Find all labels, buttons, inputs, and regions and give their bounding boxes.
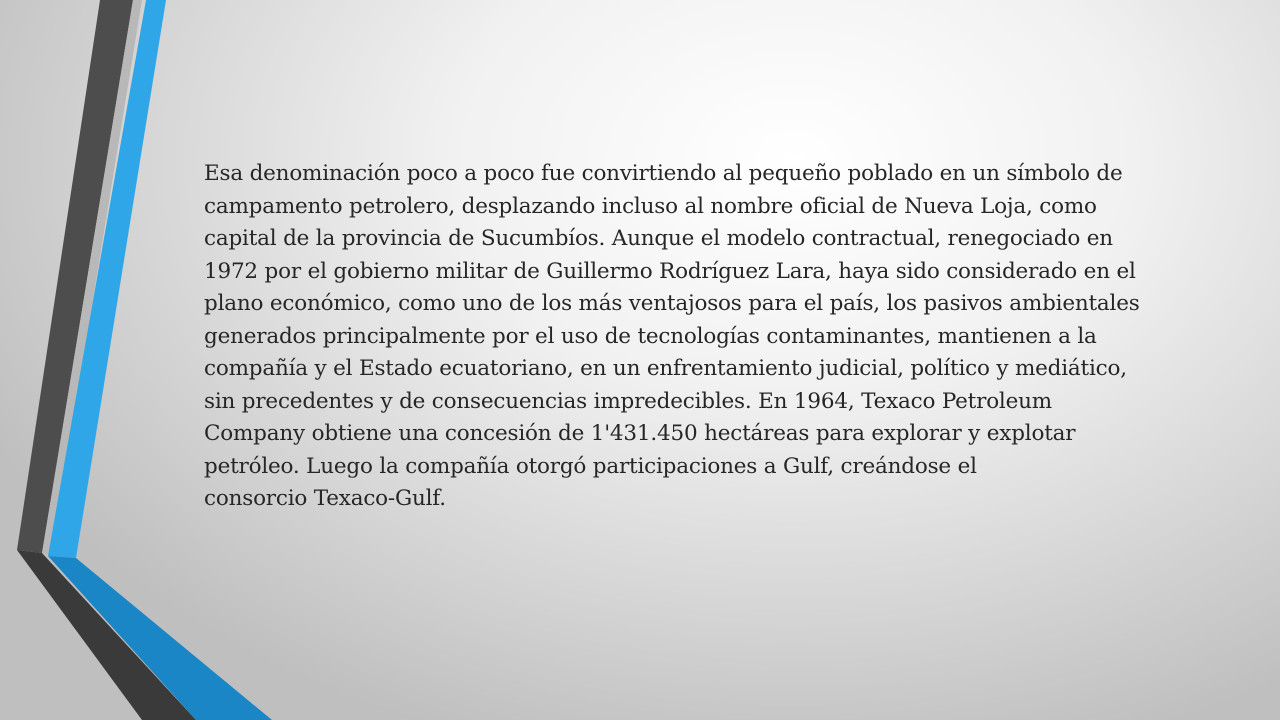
body-line: Company obtiene una concesión de 1'431.450 hectáreas para explorar y explotar [204,421,1076,446]
body-line: sin precedentes y de consecuencias impredecibles. En 1964, Texaco Petroleum [204,388,1052,414]
body-line: campamento petrolero, desplazando incluso al nombre oficial de Nueva Loja, como [204,193,1097,219]
body-line: petróleo. Luego la compañía otorgó participaciones a Gulf, creándose el [204,453,977,479]
slide-body-text [204,158,1204,516]
body-line: Esa denominación poco a poco fue convirtiendo al pequeño poblado en un símbolo de [204,161,1123,186]
body-line: compañía y el Estado ecuatoriano, en un enfrentamiento judicial, político y mediático, [204,356,1127,381]
body-line: 1972 por el gobierno militar de Guillermo Rodríguez Lara, haya sido considerado en el [204,258,1136,284]
body-line: generados principalmente por el uso de tecnologías contaminantes, mantienen a la [204,323,1097,349]
body-line: plano económico, como uno de los más ventajosos para el país, los pasivos ambientales [204,291,1140,316]
body-line: consorcio Texaco-Gulf. [204,486,446,511]
body-line: capital de la provincia de Sucumbíos. Aunque el modelo contractual, renegociado en [204,226,1113,251]
